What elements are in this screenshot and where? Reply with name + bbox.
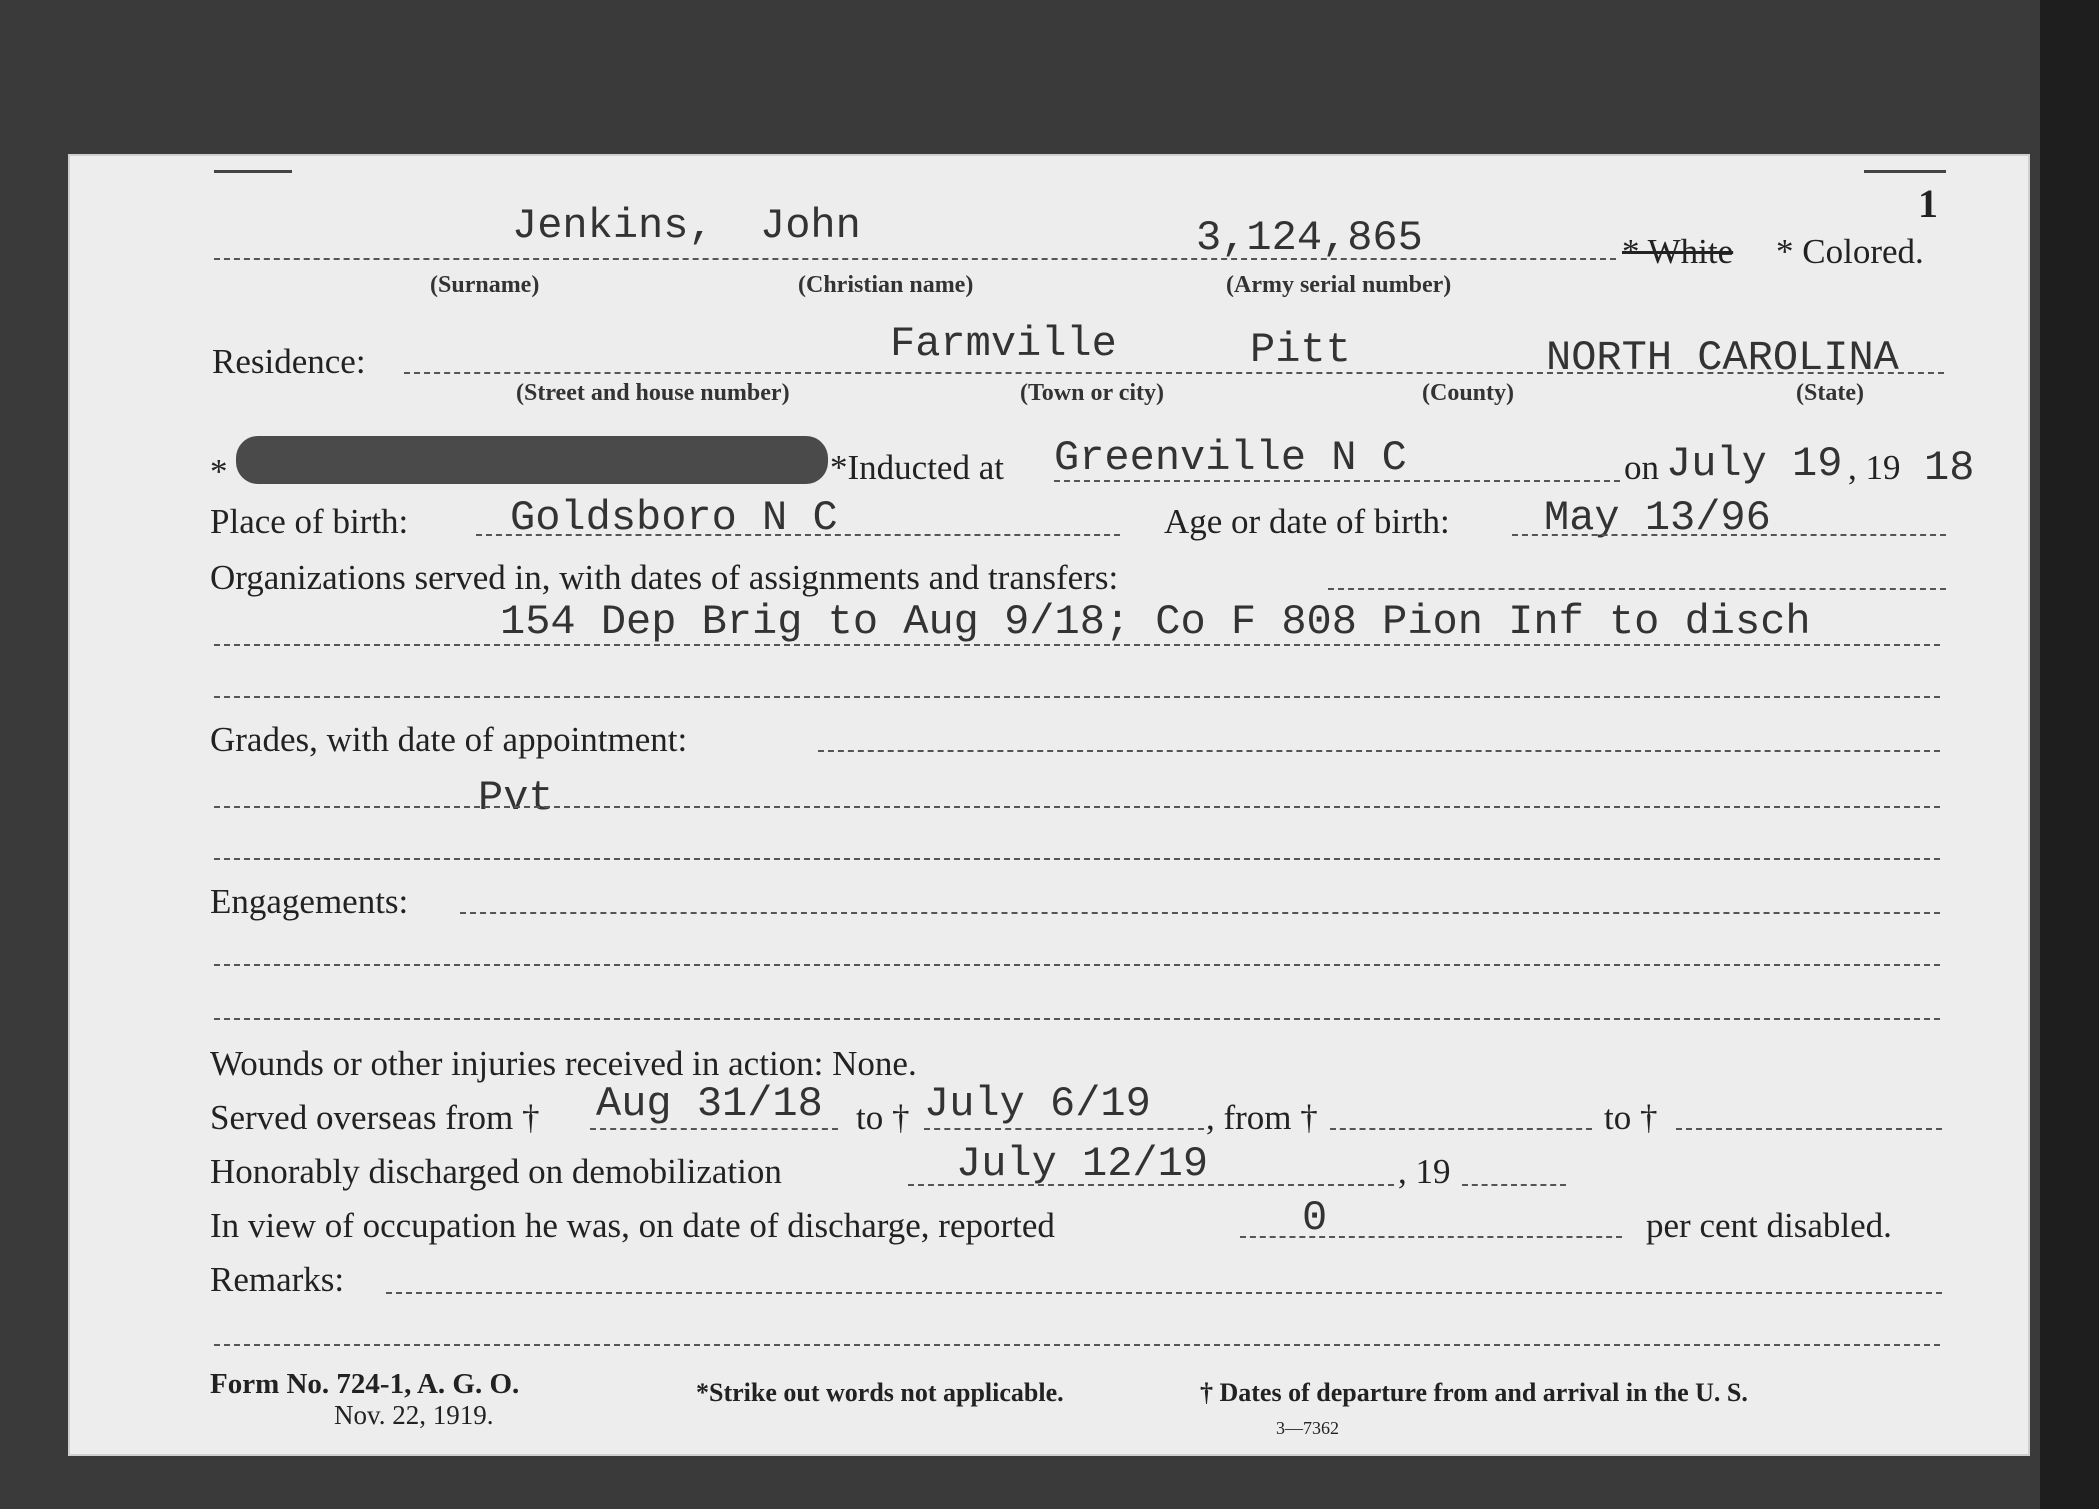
induction-date-value: July 19: [1666, 440, 1843, 488]
discharge-date-line: [908, 1184, 1394, 1186]
race-white-option: * White: [1622, 232, 1734, 271]
induction-place-value: Greenville N C: [1054, 434, 1407, 482]
top-left-rule: [214, 170, 292, 173]
grades-line-2: [214, 858, 1940, 860]
disability-value: 0: [1302, 1194, 1328, 1242]
print-code: 3—7362: [1276, 1418, 1339, 1438]
organizations-label: Organizations served in, with dates of assignments and transfers:: [210, 558, 1119, 597]
top-right-rule: [1864, 170, 1946, 173]
discharge-year-label: , 19: [1398, 1152, 1451, 1191]
induction-line: [1054, 480, 1620, 482]
remarks-line-2: [214, 1344, 1940, 1346]
redacted-enlistment-options: [236, 436, 828, 484]
overseas-from-label: Served overseas from †: [210, 1098, 540, 1137]
scanner-edge: [2040, 0, 2099, 1509]
engagements-line-2: [214, 1018, 1940, 1020]
engagements-label: Engagements:: [210, 882, 409, 921]
dates-note: † Dates of departure from and arrival in the U. S.: [1200, 1378, 1748, 1407]
overseas-to-label: to †: [856, 1098, 910, 1137]
induction-on-label: on: [1624, 448, 1659, 487]
overseas-to2-label: to †: [1604, 1098, 1658, 1137]
name-line: [214, 258, 1616, 260]
residence-line: [404, 372, 1944, 374]
form-number: Form No. 724-1, A. G. O.: [210, 1368, 520, 1400]
serial-number-value: 3,124,865: [1196, 214, 1423, 262]
discharge-date-value: July 12/19: [956, 1140, 1209, 1188]
overseas-from-line: [590, 1128, 838, 1130]
state-caption: (State): [1796, 380, 1864, 406]
enlisted-star: *: [210, 452, 228, 491]
disability-label: In view of occupation he was, on date of discharge, reported: [210, 1206, 1055, 1245]
induction-year-prefix: , 19: [1848, 448, 1901, 487]
serial-number-caption: (Army serial number): [1226, 272, 1452, 298]
overseas-from2-label: , from †: [1206, 1098, 1318, 1137]
birth-place-label: Place of birth:: [210, 502, 409, 541]
birth-place-line: [476, 534, 1120, 536]
street-caption: (Street and house number): [516, 380, 790, 406]
inducted-at-label: *Inducted at: [830, 448, 1004, 487]
birth-date-line: [1512, 534, 1946, 536]
christian-name-value: John: [760, 202, 861, 250]
county-caption: (County): [1422, 380, 1515, 406]
grades-label-line: [818, 750, 1940, 752]
grade-entry: Pvt: [478, 774, 554, 822]
race-colored-option: * Colored.: [1776, 232, 1924, 271]
card-number: 1: [1918, 181, 1938, 226]
discharge-year-line: [1462, 1184, 1566, 1186]
form-date: Nov. 22, 1919.: [334, 1400, 494, 1430]
induction-year-value: 18: [1924, 444, 1975, 492]
remarks-line-1: [386, 1292, 1942, 1294]
residence-label: Residence:: [212, 342, 366, 381]
organizations-line-1: [214, 644, 1940, 646]
engagements-label-line: [460, 912, 1940, 914]
organizations-entry: 154 Dep Brig to Aug 9/18; Co F 808 Pion Inf to disch: [500, 598, 1811, 646]
overseas-to-line: [924, 1128, 1204, 1130]
residence-town-value: Farmville: [890, 320, 1117, 368]
grades-line-1: [214, 806, 1940, 808]
birth-date-value: May 13/96: [1544, 494, 1771, 542]
strike-out-note: *Strike out words not applicable.: [696, 1378, 1064, 1407]
wounds-statement: Wounds or other injuries received in action: None.: [210, 1044, 917, 1083]
overseas-from-value: Aug 31/18: [596, 1080, 823, 1128]
town-caption: (Town or city): [1020, 380, 1164, 406]
overseas-to2-line: [1676, 1128, 1942, 1130]
disability-line: [1240, 1236, 1622, 1238]
birth-date-label: Age or date of birth:: [1164, 502, 1450, 541]
christian-name-caption: (Christian name): [798, 272, 974, 298]
overseas-to-value: July 6/19: [924, 1080, 1151, 1128]
birth-place-value: Goldsboro N C: [510, 494, 838, 542]
residence-county-value: Pitt: [1250, 326, 1351, 374]
overseas-from2-line: [1330, 1128, 1592, 1130]
grades-label: Grades, with date of appointment:: [210, 720, 688, 759]
discharge-label: Honorably discharged on demobilization: [210, 1152, 782, 1191]
organizations-label-line: [1328, 588, 1946, 590]
engagements-line-1: [214, 964, 1940, 966]
residence-state-value: NORTH CAROLINA: [1546, 334, 1899, 382]
surname-value: Jenkins,: [512, 202, 714, 250]
disability-suffix: per cent disabled.: [1646, 1206, 1892, 1245]
surname-caption: (Surname): [430, 272, 540, 298]
remarks-label: Remarks:: [210, 1260, 345, 1299]
organizations-line-2: [214, 696, 1940, 698]
